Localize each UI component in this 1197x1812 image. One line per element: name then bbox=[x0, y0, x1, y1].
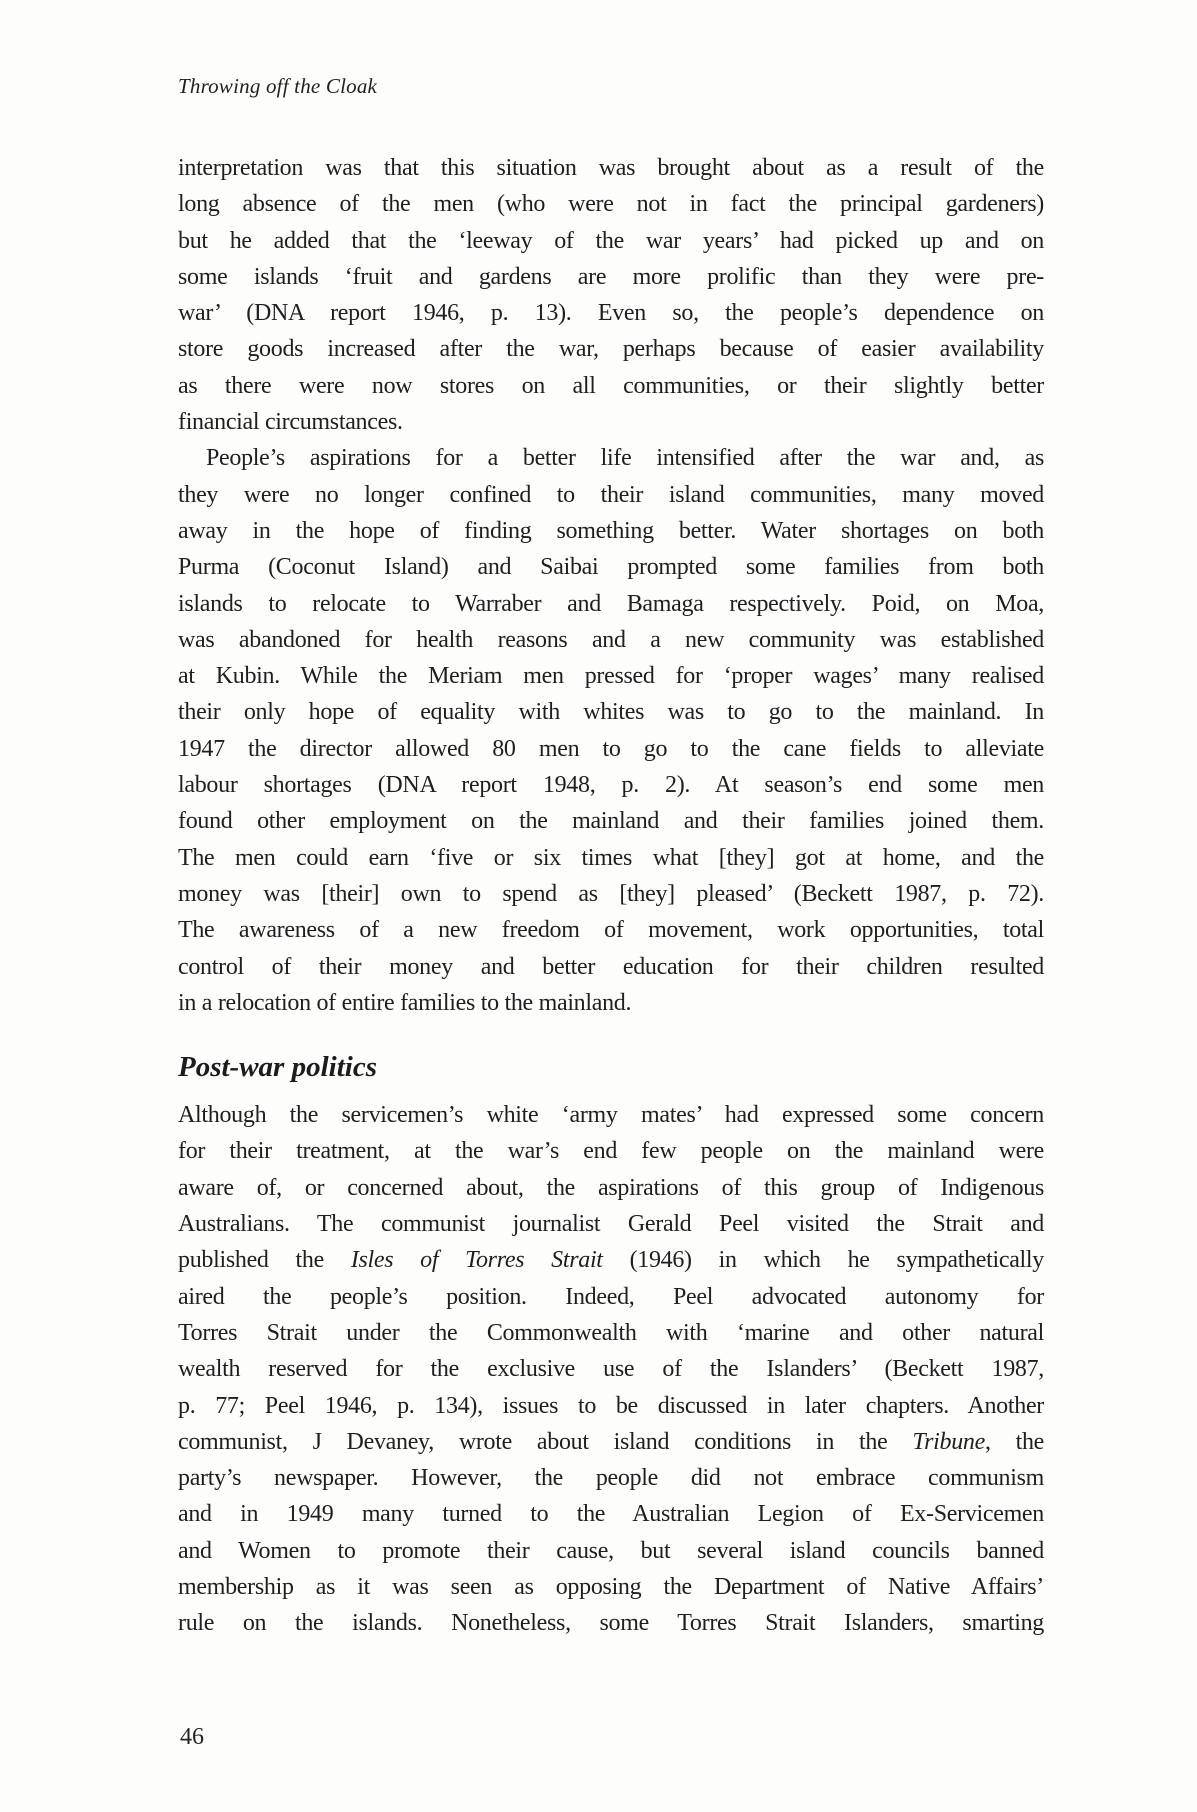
paragraph bbox=[178, 150, 1044, 440]
text-line: The awareness of a new freedom of movement, work opportunities, total bbox=[178, 917, 1044, 944]
text-line: war’ (DNA report 1946, p. 13). Even so, the people’s dependence on bbox=[178, 300, 1044, 327]
text-line: Torres Strait under the Commonwealth with ‘marine and other natural bbox=[178, 1319, 1044, 1346]
section-heading: Post-war politics bbox=[178, 1051, 377, 1084]
running-head: Throwing off the Cloak bbox=[178, 74, 378, 98]
text-line: Australians. The communist journalist Gerald Peel visited the Strait and bbox=[178, 1211, 1044, 1238]
text-line: and in 1949 many turned to the Australian Legion of Ex-Servicemen bbox=[178, 1501, 1044, 1528]
text-block bbox=[178, 150, 1044, 1642]
text-line: rule on the islands. Nonetheless, some Torres Strait Islanders, smarting bbox=[178, 1610, 1044, 1637]
text-line: for their treatment, at the war’s end few people on the mainland were bbox=[178, 1138, 1044, 1165]
text-line: was abandoned for health reasons and a new community was established bbox=[178, 626, 1044, 653]
page-number: 46 bbox=[180, 1724, 204, 1750]
text-line: 1947 the director allowed 80 men to go to the cane fields to alleviate bbox=[178, 735, 1044, 762]
text-line: p. 77; Peel 1946, p. 134), issues to be discussed in later chapters. Another bbox=[178, 1392, 1044, 1419]
text-line: but he added that the ‘leeway of the war years’ had picked up and on bbox=[178, 227, 1044, 254]
text-line: The men could earn ‘five or six times what [they] got at home, and the bbox=[178, 844, 1044, 871]
text-line: at Kubin. While the Meriam men pressed for ‘proper wages’ many realised bbox=[178, 663, 1044, 690]
text-line: communist, J Devaney, wrote about island conditions in the Tribune, the bbox=[178, 1428, 1045, 1455]
text-line: control of their money and better education for their children resulted bbox=[178, 953, 1044, 980]
text-line: away in the hope of finding something better. Water shortages on both bbox=[178, 517, 1044, 544]
text-line: their only hope of equality with whites was to go to the mainland. In bbox=[178, 699, 1044, 726]
text-line: long absence of the men (who were not in fact the principal gardeners) bbox=[178, 191, 1044, 218]
text-line: People’s aspirations for a better life intensified after the war and, as bbox=[206, 445, 1044, 472]
text-line: some islands ‘fruit and gardens are more prolific than they were pre- bbox=[178, 263, 1044, 290]
paragraph bbox=[178, 1097, 1044, 1641]
text-line: interpretation was that this situation was brought about as a result of the bbox=[178, 155, 1044, 181]
text-line: aired the people’s position. Indeed, Peel advocated autonomy for bbox=[178, 1283, 1044, 1310]
text-line: financial circumstances. bbox=[178, 409, 403, 436]
text-line: Although the servicemen’s white ‘army mates’ had expressed some concern bbox=[178, 1102, 1044, 1129]
text-line: aware of, or concerned about, the aspirations of this group of Indigenous bbox=[178, 1174, 1044, 1201]
text-line: published the Isles of Torres Strait (1946) in which he sympathetically bbox=[178, 1247, 1044, 1274]
text-line: islands to relocate to Warraber and Bamaga respectively. Poid, on Moa, bbox=[178, 590, 1044, 617]
text-line: labour shortages (DNA report 1948, p. 2). At season’s end some men bbox=[178, 772, 1044, 799]
text-line: wealth reserved for the exclusive use of the Islanders’ (Beckett 1987, bbox=[178, 1356, 1044, 1383]
text-line: and Women to promote their cause, but several island councils banned bbox=[178, 1537, 1044, 1564]
text-line: money was [their] own to spend as [they] pleased’ (Beckett 1987, p. 72). bbox=[178, 880, 1044, 907]
text-line: in a relocation of entire families to the mainland. bbox=[178, 989, 632, 1016]
paragraph bbox=[178, 440, 1044, 1021]
text-line: Purma (Coconut Island) and Saibai prompted some families from both bbox=[178, 554, 1044, 581]
text-line: found other employment on the mainland and their families joined them. bbox=[178, 808, 1044, 835]
text-line: membership as it was seen as opposing the Department of Native Affairs’ bbox=[178, 1573, 1044, 1600]
text-line: as there were now stores on all communities, or their slightly better bbox=[178, 372, 1044, 399]
text-line: store goods increased after the war, perhaps because of easier availability bbox=[178, 336, 1044, 363]
text-line: party’s newspaper. However, the people did not embrace communism bbox=[178, 1465, 1044, 1492]
text-line: they were no longer confined to their island communities, many moved bbox=[178, 481, 1044, 508]
